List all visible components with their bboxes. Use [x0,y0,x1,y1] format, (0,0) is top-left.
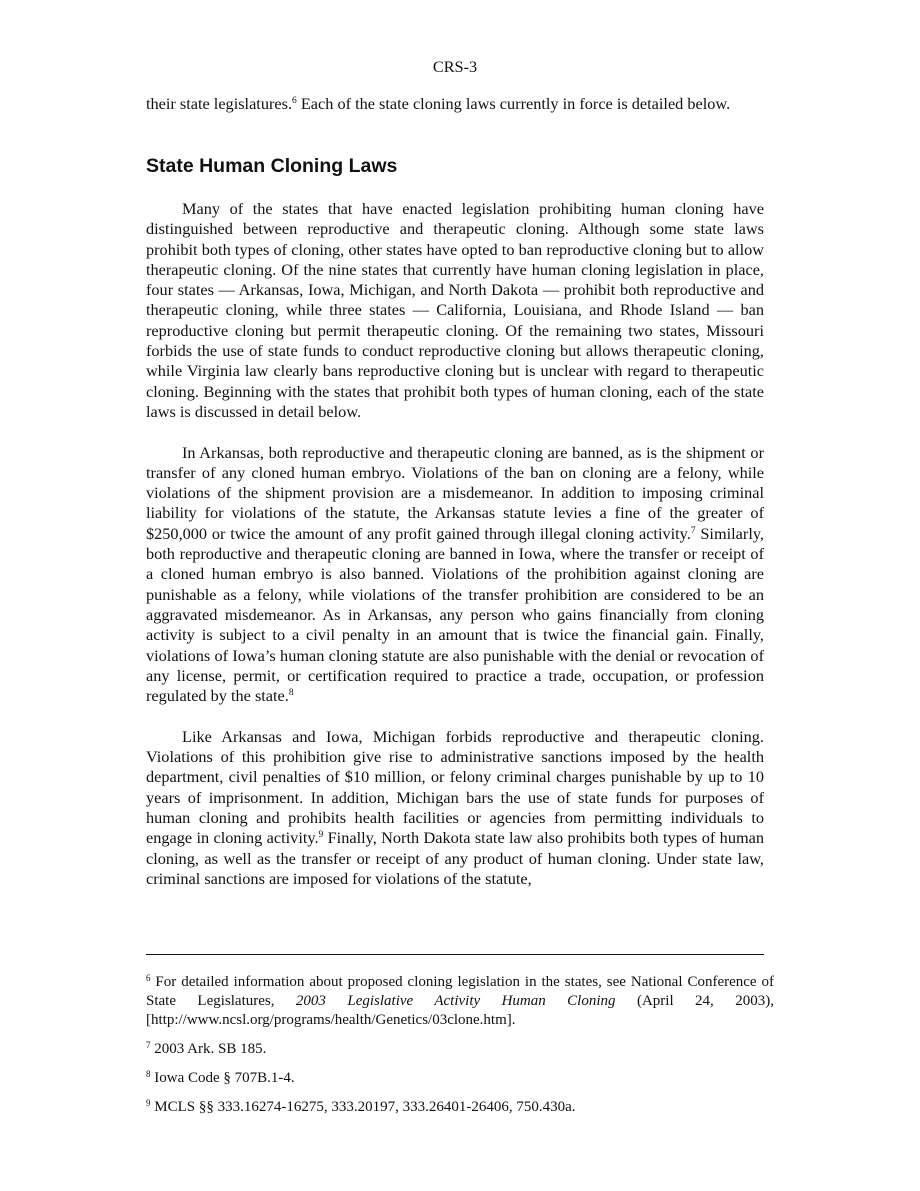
footnote-ref-7[interactable]: 7 [690,525,696,536]
footnote-ref-9[interactable]: 9 [318,830,324,841]
footnote-text: Iowa Code § 707B.1-4. [150,1070,295,1086]
footnote-number: 8 [146,1069,151,1079]
footnote-source-title: 2003 Legislative Activity Human Cloning [295,993,616,1009]
continuation-text: their state legislatures. [146,94,293,113]
paragraph-michigan-north-dakota [146,727,764,889]
footnote-text: For detailed information about proposed cloning legislation in the states, see National Conference of State Legislatures, [146,974,774,1009]
footnote-number: 7 [146,1040,151,1050]
footnote-divider [146,954,764,955]
footnote-7 [146,1040,774,1059]
footnote-8 [146,1069,774,1088]
footnote-number: 6 [146,973,151,983]
footnotes [146,973,774,1127]
footnote-6 [146,973,774,1030]
section-body [146,199,764,909]
paragraph-text: Finally, North Dakota state law also prohibits both types of human cloning, as well as the transfer or receipt of any product of human cloning. Under state law, criminal sanctions are imposed for violations of the statute, [146,828,764,888]
paragraph-text: In Arkansas, both reproductive and therapeutic cloning are banned, as is the shipment or transfer of any cloned human embryo. Violations of the ban on cloning are a felony, while violations of the shipment provision are a misdemeanor. In addition to imposing criminal liability for violations of the statute, the Arkansas statute levies a fine of the greater of $250,000 or twice the amount of any profit gained through illegal cloning activity. [146,442,764,543]
footnote-number: 9 [146,1098,151,1108]
footnote-ref-8[interactable]: 8 [288,688,294,699]
page-header: CRS-3 [432,57,478,76]
paragraph-text: Similarly, both reproductive and therapeutic cloning are banned in Iowa, where the transfer or receipt of a cloned human embryo is also banned. Violations of the prohibition against cloning are punishable as a felony, while violations of the transfer prohibition are considered to be an aggravated misdemeanor. As in Arkansas, any person who gains financially from cloning activity is subject to a civil penalty in an amount that is twice the financial gain. Finally, violations of Iowa’s human cloning statute are also punishable with the denial or revocation of any license, permit, or certification required to practice a trade, occupation, or profession regulated by the state. [146,523,764,706]
footnote-text: MCLS §§ 333.16274-16275, 333.20197, 333.26401-26406, 750.430a. [150,1099,576,1115]
paragraph-arkansas-iowa [146,443,764,707]
continuation-text-end: Each of the state cloning laws currently in force is detailed below. [296,94,731,113]
footnote-ref-6[interactable]: 6 [292,96,297,106]
paragraph-text: Like Arkansas and Iowa, Michigan forbids reproductive and therapeutic cloning. Violations of this prohibition give rise to administrative sanctions imposed by the health department, civil penalties of $10 million, or felony criminal charges punishable by up to 10 years of imprisonment. In addition, Michigan bars the use of state funds for purposes of human cloning and prohibits health facilities or agencies from permitting individuals to engage in cloning activity. [146,726,764,848]
footnote-9 [146,1098,774,1117]
footnote-text: (April 24, 2003), [http://www.ncsl.org/programs/health/Genetics/03clone.htm]. [146,993,774,1028]
continuation-paragraph [146,94,764,114]
footnote-text: 2003 Ark. SB 185. [150,1041,267,1057]
section-heading: State Human Cloning Laws [146,155,398,177]
paragraph-overview: Many of the states that have enacted legislation prohibiting human cloning have distinguished between reproductive and therapeutic cloning. Although some state laws prohibit both types of cloning, other states have opted to ban reproductive cloning but to allow therapeutic cloning. Of the nine states that currently have human cloning legislation in place, four states — Arkansas, Iowa, Michigan, and North Dakota — prohibit both reproductive and therapeutic cloning, while three states — California, Louisiana, and Rhode Island — ban reproductive cloning but permit therapeutic cloning. Of the remaining two states, Missouri forbids the use of state funds to conduct reproductive cloning but allows therapeutic cloning, while Virginia law clearly bans reproductive cloning but is unclear with regard to therapeutic cloning. Beginning with the states that prohibit both types of human cloning, each of the state laws is discussed in detail below. [146,199,764,421]
